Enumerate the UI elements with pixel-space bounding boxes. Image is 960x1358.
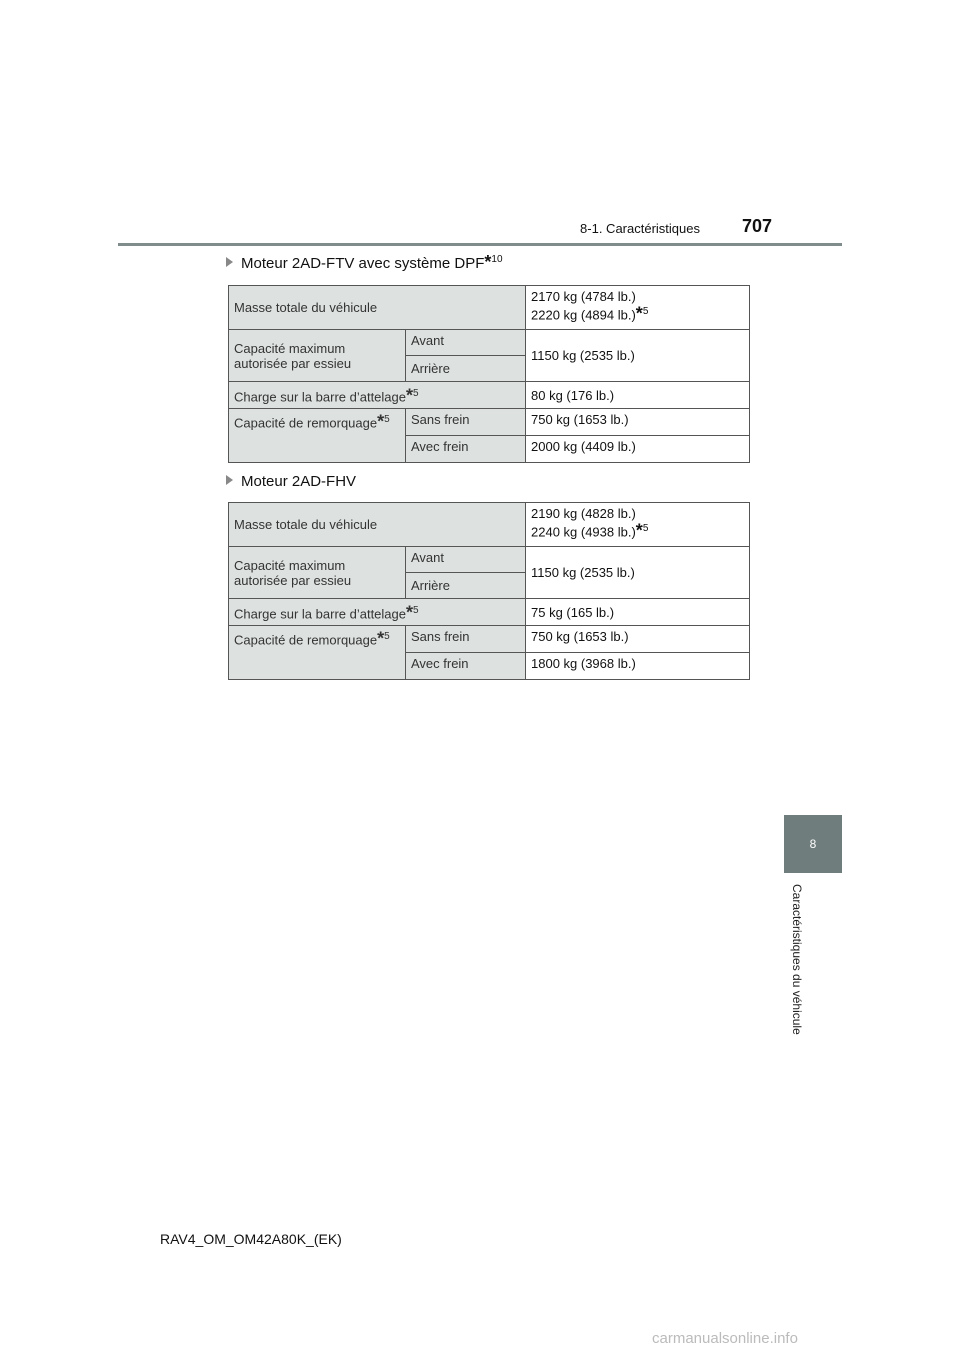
mass-value-1: 2170 kg (4784 lb.) xyxy=(531,289,636,304)
footnote-star-icon: * xyxy=(635,520,643,541)
footnote-ref: 5 xyxy=(413,604,419,616)
unbraked-value: 750 kg (1653 lb.) xyxy=(526,409,750,436)
footnote-star-icon: * xyxy=(484,252,492,272)
mass-value-1: 2190 kg (4828 lb.) xyxy=(531,506,636,521)
header-rule xyxy=(118,243,842,246)
braked-value: 2000 kg (4409 lb.) xyxy=(526,436,750,463)
unbraked-label: Sans frein xyxy=(405,409,525,436)
heading-text: Moteur 2AD-FTV avec système DPF xyxy=(241,255,485,272)
footnote-ref: 10 xyxy=(491,254,503,265)
heading-text: Moteur 2AD-FHV xyxy=(241,473,357,490)
footnote-ref: 5 xyxy=(384,631,390,642)
footnote-star-icon: * xyxy=(406,385,414,406)
triangle-bullet-icon xyxy=(226,475,233,485)
axle-value: 1150 kg (2535 lb.) xyxy=(526,547,750,599)
hitch-value: 75 kg (165 lb.) xyxy=(526,599,750,626)
mass-label: Masse totale du véhicule xyxy=(229,286,526,330)
tow-label: Capacité de remorquage*$^5$ xyxy=(229,626,406,680)
page-number: 707 xyxy=(742,216,773,236)
spec-table-1 xyxy=(228,285,750,463)
unbraked-value: 750 kg (1653 lb.) xyxy=(526,626,750,653)
braked-label: Avec frein xyxy=(405,436,525,463)
axle-label: Capacité maximum autorisée par essieu xyxy=(229,547,406,599)
footnote-star-icon: * xyxy=(406,602,414,623)
footnote-ref: 5 xyxy=(642,306,649,317)
braked-label: Avec frein xyxy=(405,653,525,680)
axle-label: Capacité maximum autorisée par essieu xyxy=(229,330,406,382)
chapter-tab: 8 xyxy=(784,815,842,873)
footnote-ref: 5 xyxy=(642,523,649,534)
hitch-label: Charge sur la barre d’attelage*$^5$ xyxy=(229,382,526,409)
mass-value-2: 2240 kg (4938 lb.)*$^5$ xyxy=(531,520,649,541)
axle-value: 1150 kg (2535 lb.) xyxy=(526,330,750,382)
footnote-ref: 5 xyxy=(384,414,390,425)
engine-heading-1 xyxy=(226,254,503,272)
spec-table-2 xyxy=(228,502,750,680)
chapter-side-label: Caractéristiques du véhicule xyxy=(790,884,804,1035)
footnote-ref: 5 xyxy=(413,387,419,399)
manual-code: RAV4_OM_OM42A80K_(EK) xyxy=(160,1231,342,1247)
unbraked-label: Sans frein xyxy=(405,626,525,653)
footnote-star-icon: * xyxy=(377,628,385,649)
rear-axle-label: Arrière xyxy=(405,573,525,599)
engine-heading-2 xyxy=(226,473,356,490)
mass-value xyxy=(526,503,750,547)
hitch-value: 80 kg (176 lb.) xyxy=(526,382,750,409)
mass-label: Masse totale du véhicule xyxy=(229,503,526,547)
triangle-bullet-icon xyxy=(226,257,233,267)
hitch-label: Charge sur la barre d’attelage*$^5$ xyxy=(229,599,526,626)
front-axle-label: Avant xyxy=(405,330,525,356)
watermark: carmanualsonline.info xyxy=(652,1330,798,1347)
mass-value-2: 2220 kg (4894 lb.)*$^5$ xyxy=(531,303,649,324)
footnote-star-icon: * xyxy=(377,411,385,432)
footnote-star-icon: * xyxy=(635,303,643,324)
section-title: 8-1. Caractéristiques xyxy=(580,221,700,236)
mass-value xyxy=(526,286,750,330)
rear-axle-label: Arrière xyxy=(405,356,525,382)
tow-label: Capacité de remorquage*$^5$ xyxy=(229,409,406,463)
front-axle-label: Avant xyxy=(405,547,525,573)
braked-value: 1800 kg (3968 lb.) xyxy=(526,653,750,680)
